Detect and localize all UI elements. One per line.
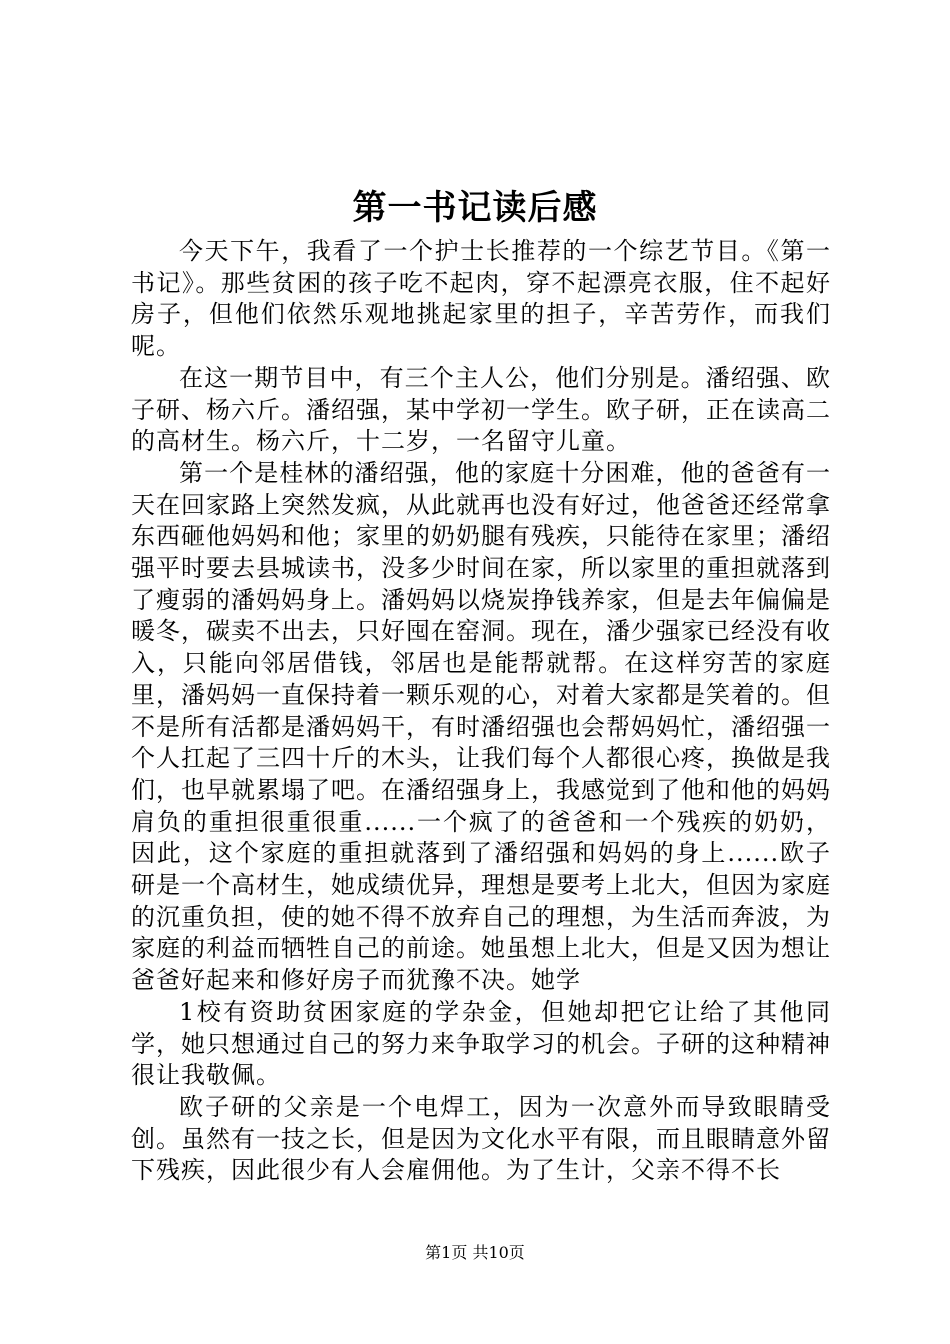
- paragraph: 第一个是桂林的潘绍强，他的家庭十分困难，他的爸爸有一天在回家路上突然发疯，从此就再也没有好过，他爸爸还经常拿东西砸他妈妈和他；家里的奶奶腿有残疾，只能待在家里；潘绍强平时要去县城读书，没多少时间在家，所以家里的重担就落到了瘦弱的潘妈妈身上。潘妈妈以烧炭挣钱养家，但是去年偏偏是暖冬，碳卖不出去，只好囤在窑洞。现在，潘少强家已经没有收入，只能向邻居借钱，邻居也是能帮就帮。在这样穷苦的家庭里，潘妈妈一直保持着一颗乐观的心，对着大家都是笑着的。但不是所有活都是潘妈妈干，有时潘绍强也会帮妈妈忙，潘绍强一个人扛起了三四十斤的木头，让我们每个人都很心疼，换做是我们，也早就累塌了吧。在潘绍强身上，我感觉到了他和他的妈妈肩负的重担很重很重......一个疯了的爸爸和一个残疾的奶奶，因此，这个家庭的重担就落到了潘绍强和妈妈的身上......欧子研是一个高材生，她成绩优异，理想是要考上北大，但因为家庭的沉重负担，使的她不得不放弃自己的理想，为生活而奔波，为家庭的利益而牺牲自己的前途。她虽想上北大，但是又因为想让爸爸好起来和修好房子而犹豫不决。她学: [131, 458, 831, 995]
- paragraph: 今天下午，我看了一个护士长推荐的一个综艺节目。《第一书记》。那些贫困的孩子吃不起肉，穿不起漂亮衣服，住不起好房子，但他们依然乐观地挑起家里的担子，辛苦劳作，而我们呢。: [131, 237, 831, 361]
- paragraph: 欧子研的父亲是一个电焊工，因为一次意外而导致眼睛受创。虽然有一技之长，但是因为文化水平有限，而且眼睛意外留下残疾，因此很少有人会雇佣他。为了生计，父亲不得不长: [131, 1092, 831, 1185]
- document-title: 第一书记读后感: [352, 188, 598, 228]
- document-body: [131, 236, 831, 1187]
- paragraph: 在这一期节目中，有三个主人公，他们分别是。潘绍强、欧子研、杨六斤。潘绍强，某中学初一学生。欧子研，正在读高二的高材生。杨六斤，十二岁，一名留守儿童。: [131, 363, 831, 456]
- page-footer: 第1页 共10页: [425, 1243, 525, 1262]
- paragraph: 1校有资助贫困家庭的学杂金，但她却把它让给了其他同学，她只想通过自己的努力来争取学习的机会。子研的这种精神很让我敬佩。: [131, 997, 831, 1090]
